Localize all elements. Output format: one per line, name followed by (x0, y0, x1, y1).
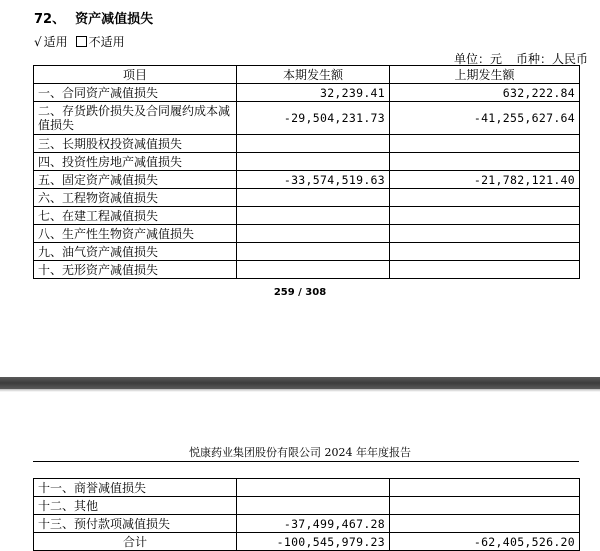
row-prior-cell (390, 261, 580, 279)
row-prior-cell (390, 189, 580, 207)
row-item-cell: 五、固定资产减值损失 (34, 171, 237, 189)
row-current-cell: -37,499,467.28 (237, 515, 390, 533)
row-prior-cell (390, 479, 580, 497)
row-item-cell: 十二、其他 (34, 497, 237, 515)
row-current-cell (237, 153, 390, 171)
table-header-row (34, 66, 580, 84)
table-row (34, 102, 580, 135)
row-prior-cell: -62,405,526.20 (390, 533, 580, 551)
table-row (34, 135, 580, 153)
table-row (34, 497, 580, 515)
table-row (34, 261, 580, 279)
row-current-cell: -29,504,231.73 (237, 102, 390, 135)
row-prior-cell (390, 207, 580, 225)
row-current-cell (237, 497, 390, 515)
row-item-cell: 八、生产性生物资产减值损失 (34, 225, 237, 243)
applicable-label: 适用 (43, 35, 68, 49)
row-prior-cell (390, 135, 580, 153)
table-row (34, 189, 580, 207)
table-row (34, 225, 580, 243)
row-current-cell: -100,545,979.23 (237, 533, 390, 551)
row-item-cell: 二、存货跌价损失及合同履约成本减值损失 (34, 102, 237, 135)
header-rule (33, 461, 579, 462)
row-current-cell (237, 479, 390, 497)
page-divider (0, 377, 600, 389)
row-current-cell (237, 135, 390, 153)
row-item-cell: 七、在建工程减值损失 (34, 207, 237, 225)
row-item-cell: 四、投资性房地产减值损失 (34, 153, 237, 171)
row-current-cell: -33,574,519.63 (237, 171, 390, 189)
row-prior-cell: 632,222.84 (390, 84, 580, 102)
page-number: 259 / 308 (273, 287, 327, 298)
impairment-loss-table (33, 65, 580, 279)
not-applicable-label: 不适用 (88, 35, 125, 49)
row-prior-cell: -41,255,627.64 (390, 102, 580, 135)
currency-label: 币种：人民币 (515, 52, 588, 66)
checkmark-icon: √ (34, 35, 42, 49)
empty-checkbox-icon (76, 36, 87, 47)
row-current-cell (237, 189, 390, 207)
row-prior-cell (390, 243, 580, 261)
section-title: 资产减值损失 (75, 12, 154, 27)
table-row (34, 84, 580, 102)
table-row (34, 533, 580, 551)
row-current-cell (237, 207, 390, 225)
table-row (34, 153, 580, 171)
row-item-cell: 六、工程物资减值损失 (34, 189, 237, 207)
table-row (34, 207, 580, 225)
row-prior-cell (390, 497, 580, 515)
row-prior-cell (390, 153, 580, 171)
table-row (34, 243, 580, 261)
page-divider-shadow (0, 389, 600, 392)
header-item: 项目 (34, 66, 237, 84)
row-item-cell: 十三、预付款项减值损失 (34, 515, 237, 533)
section-number: 72、 (34, 12, 66, 27)
table-row (34, 515, 580, 533)
row-current-cell (237, 225, 390, 243)
row-item-cell: 合计 (34, 533, 237, 551)
table-row (34, 479, 580, 497)
applicability-options (34, 33, 125, 50)
row-item-cell: 九、油气资产减值损失 (34, 243, 237, 261)
row-current-cell: 32,239.41 (237, 84, 390, 102)
row-prior-cell: -21,782,121.40 (390, 171, 580, 189)
impairment-loss-table-continued (33, 478, 580, 551)
unit-label: 单位：元 (453, 52, 502, 66)
row-item-cell: 三、长期股权投资减值损失 (34, 135, 237, 153)
row-prior-cell (390, 515, 580, 533)
header-prior-period: 上期发生额 (390, 66, 580, 84)
row-prior-cell (390, 225, 580, 243)
row-item-cell: 十一、商誉减值损失 (34, 479, 237, 497)
running-header: 悦康药业集团股份有限公司 2024 年年度报告 (189, 446, 411, 459)
section-heading (34, 8, 153, 27)
table-row (34, 171, 580, 189)
row-item-cell: 十、无形资产减值损失 (34, 261, 237, 279)
row-item-cell: 一、合同资产减值损失 (34, 84, 237, 102)
row-current-cell (237, 261, 390, 279)
header-current-period: 本期发生额 (237, 66, 390, 84)
row-current-cell (237, 243, 390, 261)
